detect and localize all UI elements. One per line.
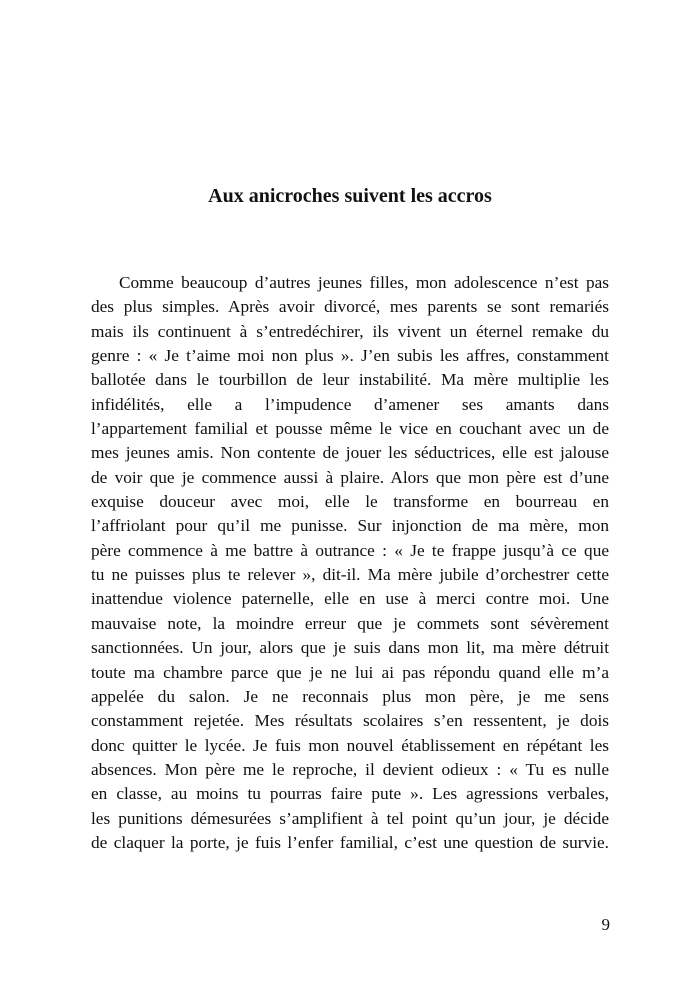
text-line: sanctionnées. Un jour, alors que je suis dans mon lit, ma mère détruit <box>91 638 609 658</box>
text-line: genre : « Je t’aime moi non plus ». J’en subis les affres, constamment <box>91 346 609 366</box>
text-line: mais ils continuent à s’entredéchirer, ils vivent un éternel remake du <box>91 321 609 341</box>
text-line: en classe, au moins tu pourras faire pute ». Les agressions verbales, <box>91 784 609 804</box>
text-line: exquise douceur avec moi, elle le transforme en bourreau en <box>91 492 609 512</box>
text-line: ballotée dans le tourbillon de leur instabilité. Ma mère multiplie les <box>91 370 609 390</box>
text-line: constamment rejetée. Mes résultats scolaires s’en ressentent, je dois <box>91 711 609 731</box>
text-line: de claquer la porte, je fuis l’enfer familial, c’est une question de survie. <box>91 832 609 852</box>
text-line: mes jeunes amis. Non contente de jouer les séductrices, elle est jalouse <box>91 443 609 463</box>
text-line: donc quitter le lycée. Je fuis mon nouvel établissement en répétant les <box>91 735 609 755</box>
text-line: inattendue violence paternelle, elle en use à merci contre moi. Une <box>91 589 609 609</box>
text-line: l’affriolant pour qu’il me punisse. Sur injonction de ma mère, mon <box>91 516 609 536</box>
text-line: toute ma chambre parce que je ne lui ai pas répondu quand elle m’a <box>91 662 609 682</box>
text-line: les punitions démesurées s’amplifient à tel point qu’un jour, je décide <box>91 808 609 828</box>
text-line: appelée du salon. Je ne reconnais plus mon père, je me sens <box>91 686 609 706</box>
body-paragraph <box>91 271 609 855</box>
text-line: père commence à me battre à outrance : « Je te frappe jusqu’à ce que <box>91 540 609 560</box>
text-line: tu ne puisses plus te relever », dit-il. Ma mère jubile d’orchestrer cette <box>91 565 609 585</box>
text-line: des plus simples. Après avoir divorcé, mes parents se sont remariés <box>91 297 609 317</box>
chapter-title: Aux anicroches suivent les accros <box>208 185 492 207</box>
page-number: 9 <box>601 915 610 934</box>
text-line: mauvaise note, la moindre erreur que je commets sont sévèrement <box>91 613 609 633</box>
text-line: absences. Mon père me le reproche, il devient odieux : « Tu es nulle <box>91 759 609 779</box>
text-line: infidélités, elle a l’impudence d’amener ses amants dans <box>91 394 609 414</box>
text-line: de voir que je commence aussi à plaire. Alors que mon père est d’une <box>91 467 609 487</box>
text-line: l’appartement familial et pousse même le vice en couchant avec un de <box>91 419 609 439</box>
text-line: Comme beaucoup d’autres jeunes filles, mon adolescence n’est pas <box>119 273 609 292</box>
